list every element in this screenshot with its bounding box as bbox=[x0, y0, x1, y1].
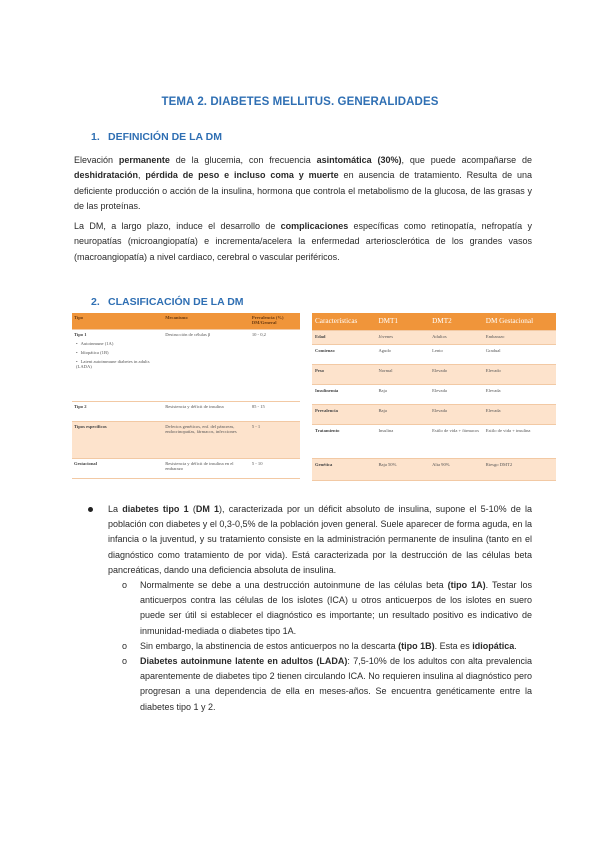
sub-list-item bbox=[92, 578, 532, 639]
table-row bbox=[312, 384, 556, 404]
bold-text: (tipo 1A) bbox=[447, 580, 486, 591]
text-run: Normalmente se debe a una destrucción autoinmune de las células beta bbox=[140, 580, 448, 591]
bullet-icon bbox=[88, 507, 93, 512]
table-cell: Agudo bbox=[375, 344, 429, 364]
row-label: Comienzo bbox=[312, 344, 375, 364]
table-row bbox=[72, 401, 300, 421]
table-header-cell: DMT1 bbox=[375, 313, 429, 330]
sub-list-item bbox=[92, 654, 532, 715]
section-heading-text: DEFINICIÓN DE LA DM bbox=[108, 131, 222, 143]
sub-item-text bbox=[140, 578, 532, 639]
paragraph-definicion-1 bbox=[74, 153, 532, 214]
table-cell: 5 - 10 bbox=[250, 458, 300, 478]
bold-text: DM 1 bbox=[195, 504, 220, 514]
text-run: ( bbox=[188, 504, 196, 514]
bullet-text bbox=[108, 502, 532, 578]
row-label: Edad bbox=[312, 330, 375, 344]
table-cell: Lento bbox=[429, 344, 483, 364]
sub-bullet-icon: o bbox=[122, 640, 128, 651]
page-title: TEMA 2. DIABETES MELLITUS. GENERALIDADES bbox=[161, 96, 439, 108]
table-row bbox=[312, 424, 556, 458]
table-header-cell: DM Gestacional bbox=[483, 313, 556, 330]
table-row bbox=[312, 458, 556, 480]
table-header-cell: Mecanismo bbox=[163, 313, 250, 329]
table-cell: Resistencia y déficit de insulina bbox=[163, 401, 250, 421]
bold-text: deshidratación bbox=[74, 170, 139, 181]
row-label: Gestacional bbox=[72, 458, 163, 478]
row-label: Tipos específicos bbox=[72, 421, 163, 458]
text-run: , bbox=[138, 170, 146, 181]
table-cell: 10 - 0,2 bbox=[250, 329, 300, 401]
table-row bbox=[312, 344, 556, 364]
table-row bbox=[72, 329, 300, 401]
table-cell bbox=[72, 329, 163, 401]
bold-text: pérdida de peso e incluso coma y muerte bbox=[145, 170, 339, 181]
table-row bbox=[312, 364, 556, 384]
bold-text: idiopática bbox=[472, 640, 515, 651]
table-cell: Baja bbox=[375, 384, 429, 404]
list-item bbox=[92, 502, 532, 578]
comparison-table bbox=[312, 313, 556, 481]
table-cell: Elevada bbox=[429, 404, 483, 424]
table-cell: Jóvenes bbox=[375, 330, 429, 344]
table-header-row bbox=[312, 313, 556, 330]
table-cell: Estilo de vida + insulina bbox=[483, 424, 556, 458]
text-run: . Testar los anticuerpos contra las células de los islotes (ICA) u otros anticuerpos de los islotes en suero puede ser útil si establecer el diagnóstico es importante; un resultado positivo es indicativo de inmunidad-mediada o diabetes tipo 1A. bbox=[140, 580, 532, 636]
bold-text: (tipo 1B) bbox=[398, 640, 435, 651]
text-run: de la glucemia, con frecuencia bbox=[169, 155, 317, 165]
table-row bbox=[312, 330, 556, 344]
table-cell: Adultos bbox=[429, 330, 483, 344]
section-heading-text: CLASIFICACIÓN DE LA DM bbox=[108, 296, 244, 308]
row-label: Peso bbox=[312, 364, 375, 384]
sub-bullet-icon: o bbox=[122, 656, 128, 667]
table-row bbox=[72, 421, 300, 458]
table-header-cell: Tipo bbox=[72, 313, 163, 329]
table-header-cell: Características bbox=[312, 313, 375, 330]
sub-list-item bbox=[92, 639, 532, 654]
text-run: , que puede acompañarse de bbox=[401, 155, 533, 165]
row-label: Genética bbox=[312, 458, 375, 480]
table-header-row bbox=[72, 313, 300, 329]
table-cell: Elevada bbox=[429, 384, 483, 404]
text-run: La DM, a largo plazo, induce el desarrollo de bbox=[74, 221, 281, 231]
row-label: Prevalencia bbox=[312, 404, 375, 424]
section-heading-clasificacion bbox=[91, 296, 244, 308]
sub-item-text bbox=[140, 639, 532, 654]
table-cell: Baja 50% bbox=[375, 458, 429, 480]
table-row bbox=[312, 404, 556, 424]
table-cell: Destrucción de células β bbox=[163, 329, 250, 401]
list-item: • Autoinmune (1A) bbox=[76, 341, 161, 346]
row-label: Tratamiento bbox=[312, 424, 375, 458]
text-run: . bbox=[514, 640, 517, 651]
list-item: • Idiopática (1B) bbox=[76, 350, 161, 355]
table-cell: 85 - 15 bbox=[250, 401, 300, 421]
classification-table bbox=[72, 313, 300, 479]
bullet-list bbox=[92, 502, 532, 715]
bold-text: complicaciones bbox=[280, 221, 349, 231]
row-label: Tipo 2 bbox=[72, 401, 163, 421]
section-heading-definicion bbox=[91, 131, 222, 143]
table-cell: Insulina bbox=[375, 424, 429, 458]
table-cell: Resistencia y déficit de insulina en el embarazo bbox=[163, 458, 250, 478]
sub-bullet-icon: o bbox=[122, 580, 128, 591]
text-run: en ausencia de tratamiento. Resulta de una deficiente producción o acción de la insulina, hormona que controla el metabolismo de la glucosa, de las grasas y de las proteínas. bbox=[74, 170, 532, 211]
bold-text: diabetes tipo 1 bbox=[122, 504, 189, 514]
table-cell: Gradual bbox=[483, 344, 556, 364]
table-header-cell: DMT2 bbox=[429, 313, 483, 330]
bold-text: asintomática (30%) bbox=[316, 155, 402, 165]
table-cell: Alta 90% bbox=[429, 458, 483, 480]
text-run: específicas como retinopatía, nefropatía y neuropatías (microangiopatía) e incrementa/acelera la enfermedad arteriosclerótica de los grandes vasos (macroangiopatía) a nivel cardiaco, cerebral o vascular periféricos. bbox=[74, 221, 532, 262]
section-number: 2. bbox=[91, 296, 100, 308]
paragraph-definicion-2 bbox=[74, 219, 532, 265]
table-cell: Normal bbox=[375, 364, 429, 384]
table-header-cell: Prevalencia (%) DM/General bbox=[250, 313, 300, 329]
text-run: : 7,5-10% de los adultos con alta prevalencia aparentemente de diabetes tipo 2 tienen circulando ICA. No requieren insulina al diagnóstico pero progresan a una dependencia de ella en meses-años. Se encuentra genéticamente entre la diabetes tipo 1 y 2. bbox=[140, 656, 532, 712]
table-row bbox=[72, 458, 300, 478]
row-label: Insulinemia bbox=[312, 384, 375, 404]
table-cell: Elevado bbox=[483, 364, 556, 384]
bold-text: Diabetes autoinmune latente en adultos (LADA) bbox=[140, 656, 348, 667]
list-item: • Latent autoimmune diabetes in adults (LADA) bbox=[76, 359, 161, 369]
table-cell: Estilo de vida + fármacos bbox=[429, 424, 483, 458]
comparison-table-body bbox=[312, 330, 556, 480]
text-run: . Esta es bbox=[434, 640, 473, 651]
table-cell: Riesgo DMT2 bbox=[483, 458, 556, 480]
table-cell: Embarazo bbox=[483, 330, 556, 344]
section-number: 1. bbox=[91, 131, 100, 143]
table-cell: Baja bbox=[375, 404, 429, 424]
text-run: Sin embargo, la abstinencia de estos anticuerpos no la descarta bbox=[140, 640, 399, 651]
text-run: Elevación bbox=[74, 155, 119, 165]
row-label: Tipo 1 bbox=[74, 331, 87, 337]
table-cell: Elevado bbox=[429, 364, 483, 384]
text-run: La bbox=[108, 504, 123, 514]
bold-text: permanente bbox=[118, 155, 170, 165]
sub-item-text bbox=[140, 654, 532, 715]
table-cell: Elevada bbox=[483, 384, 556, 404]
table-cell: Elevada bbox=[483, 404, 556, 424]
text-run: ), caracterizada por un déficit absoluto de insulina, supone el 5-10% de la población con diabetes y el 0,3-0,5% de la población joven general. Suele aparecer de forma aguda, en la infancia o la juventud, y su tratamiento consiste en la administración permanente de insulina (tanto en el diagnóstico como tratamiento de por vida). Está caracterizada por la destrucción de las células beta pancreáticas, dando una deficiencia absoluta de insulina. bbox=[108, 504, 533, 575]
table-cell: 5 - 1 bbox=[250, 421, 300, 458]
table-cell: Defectos genéticos, enf. del páncreas, endocrinopatías, fármacos, infecciones bbox=[163, 421, 250, 458]
subtype-list bbox=[74, 341, 161, 369]
